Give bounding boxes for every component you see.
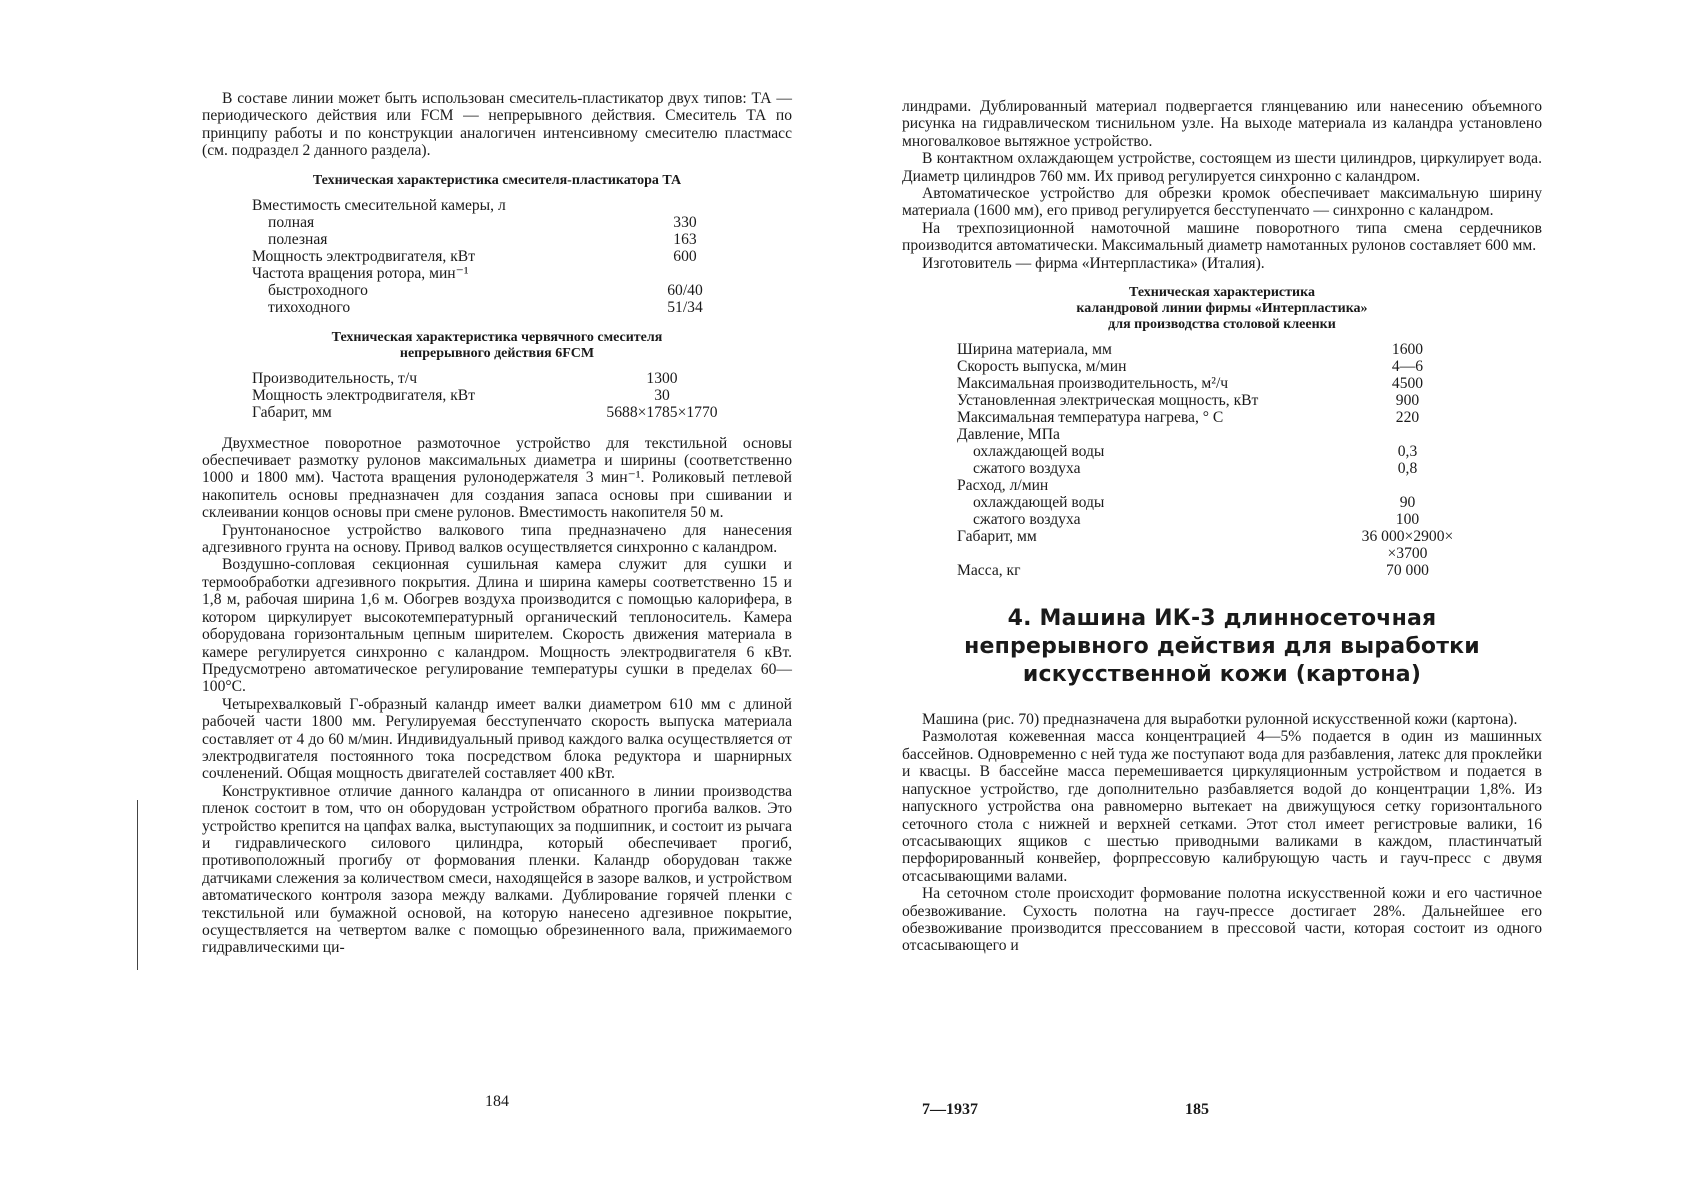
spec-row bbox=[252, 214, 722, 231]
paragraph-primer-unit: Грунтонаносное устройство валкового типа предназначено для нанесения адгезивного грунта на основу. Привод валков осуществляется синхронно с каландром. bbox=[202, 521, 792, 557]
spec-label: Мощность электродвигателя, кВт bbox=[252, 247, 476, 265]
spec-value bbox=[1313, 426, 1502, 443]
spec-row bbox=[957, 443, 1502, 460]
spec-row bbox=[252, 299, 722, 316]
spec-row bbox=[957, 409, 1502, 426]
spec-value: 330 bbox=[673, 213, 697, 231]
left-page-text-column bbox=[202, 90, 792, 957]
spec-value: 36 000×2900× bbox=[1361, 528, 1454, 546]
spec-value bbox=[648, 265, 722, 282]
spec2-title bbox=[202, 330, 792, 362]
spec-label: охлаждающей воды bbox=[973, 443, 1105, 461]
spec-value: 900 bbox=[1395, 392, 1420, 410]
spec-label: Скорость выпуска, м/мин bbox=[957, 358, 1127, 376]
spec-value: 4—6 bbox=[1391, 358, 1424, 376]
spec-row bbox=[957, 511, 1502, 528]
spec2-title-line2: непрерывного действия 6FCM bbox=[399, 345, 595, 361]
spec-row bbox=[252, 370, 752, 387]
spec-label: сжатого воздуха bbox=[973, 460, 1081, 478]
spec-value: 1600 bbox=[1391, 341, 1424, 359]
spec-row bbox=[252, 197, 722, 214]
paragraph-unwinder: Двухместное поворотное размоточное устройство для текстильной основы обеспечивает размотку рулонов максимальных диаметра и ширины (соответственно 1000 и 1800 мм). Частота вращения рулонодержателя 3 мин⁻¹. Роликовый петлевой накопитель основы предназначен для создания запаса основы при сшивании и склеивании концов основы при смене рулонов. Вместимость накопителя 50 м. bbox=[202, 434, 792, 522]
paragraph-calender-design: Конструктивное отличие данного каландра от описанного в линии производства пленок состоит в том, что он оборудован устройством обратного прогиба валков. Это устройство крепится на цапфах валка, выступающих за подшипник, и состоит из рычага и гидравлического силового цилиндра, который обеспечивает прогиб, противоположный прогибу от формования пленки. Каландр оборудован также датчиками слежения за количеством смеси, находящейся в зазоре валков, и устройством автоматического контроля зазора между валками. Дублирование горячей пленки с текстильной или бумажной основой, на которую нанесено адгезивное покрытие, осуществляется на четвертом валке с помощью обрезиненного вала, прижимаемого гидравлическими ци- bbox=[202, 782, 792, 957]
right-page bbox=[842, 0, 1684, 1191]
spec-value bbox=[1313, 477, 1502, 494]
spec-label: Масса, кг bbox=[957, 562, 1021, 580]
spec3-table bbox=[957, 341, 1502, 579]
spec-value: 220 bbox=[1395, 409, 1420, 427]
spec-row bbox=[957, 477, 1502, 494]
spec-row bbox=[957, 426, 1502, 443]
spec-label: Расход, л/мин bbox=[957, 477, 1049, 495]
paragraph-cooling-unit: В контактном охлаждающем устройстве, состоящем из шести цилиндров, циркулирует вода. Диаметр цилиндров 760 мм. Их привод регулируется синхронно с каландром. bbox=[902, 150, 1542, 185]
spec-label bbox=[957, 545, 1313, 562]
spec-value: 5688×1785×1770 bbox=[606, 403, 718, 421]
spec-row bbox=[957, 392, 1502, 409]
paragraph-machine-purpose: Машина (рис. 70) предназначена для выработки рулонной искусственной кожи (картона). bbox=[922, 711, 1518, 729]
spec-value: ×3700 bbox=[1387, 545, 1428, 563]
right-page-number: 185 bbox=[1185, 1101, 1209, 1118]
spec-row bbox=[252, 231, 722, 248]
spec-value: 60/40 bbox=[667, 281, 703, 299]
spec-label: Мощность электродвигателя, кВт bbox=[252, 386, 476, 404]
spec-row bbox=[252, 282, 722, 299]
section-heading-line3: искусственной кожи (картона) bbox=[1022, 662, 1422, 688]
paragraph-edge-trimmer: Автоматическое устройство для обрезки кромок обеспечивает максимальную ширину материала (1600 мм), его привод регулируется бесступенчато — синхронно с каландром. bbox=[902, 185, 1542, 220]
section-heading bbox=[902, 605, 1542, 689]
paragraph-mass-preparation: Размолотая кожевенная масса концентрацией 4—5% подается в один из машинных бассейнов. Одновременно с ней туда же поступают вода для разбавления, латекс для проклейки и квасцы. В бассейне масса перемешивается циркуляционным устройством и подается в напускное устройство, где дополнительно разбавляется водой до концентрации 1,8%. Из напускного устройства она равномерно вытекает на движущуюся сетку горизонтального сеточного стола с нижней и верхней сетками. Этот стол имеет регистровые валики, 16 отсасывающих ящиков с шестью приводными валиками в каждом, пластинчатый перфорированный конвейер, форпрессовую калибрующую часть и гауч-пресс с двумя отсасывающими валами. bbox=[902, 728, 1542, 885]
paragraph-winder: На трехпозиционной намоточной машине поворотного типа смена сердечников производится автоматически. Максимальный диаметр намотанных рулонов составляет 600 мм. bbox=[902, 219, 1542, 255]
spec-row bbox=[957, 341, 1502, 358]
spec-label: Установленная электрическая мощность, кВт bbox=[957, 392, 1259, 410]
spec3-title bbox=[902, 285, 1542, 333]
left-margin-rule bbox=[137, 800, 138, 970]
spec-label: тихоходного bbox=[268, 298, 351, 316]
spec-row bbox=[252, 404, 752, 421]
paragraph-continuation: линдрами. Дублированный материал подвергается глянцеванию или нанесению объемного рисунка на гидравлическом тиснильном узле. На выходе материала из каландра установлено многовалковое вытяжное устройство. bbox=[902, 98, 1542, 150]
intro-paragraph: В составе линии может быть использован смеситель-пластикатор двух типов: ТА — периодического действия или FCM — непрерывного действия. Смеситель ТА по принципу работы и по конструкции аналогичен интенсивному смесителю пластмасс (см. подраздел 2 данного раздела). bbox=[202, 90, 792, 160]
spec3-title-line2: каландровой линии фирмы «Интерпластика» bbox=[1076, 301, 1368, 317]
section-heading-line1: 4. Машина ИК-3 длинносеточная bbox=[1007, 606, 1437, 632]
spec-value: 100 bbox=[1395, 511, 1420, 529]
spec-label: полная bbox=[268, 213, 315, 231]
spec-value: 1300 bbox=[646, 369, 678, 387]
spec-value: 70 000 bbox=[1386, 562, 1429, 580]
signature-mark: 7—1937 bbox=[922, 1101, 978, 1118]
spec3-title-line1: Техническая характеристика bbox=[1129, 285, 1315, 301]
spec-value: 4500 bbox=[1391, 375, 1424, 393]
spec-label: Максимальная производительность, м²/ч bbox=[957, 375, 1229, 393]
paragraph-drying-chamber: Воздушно-сопловая секционная сушильная камера служит для сушки и термообработки адгезивного покрытия. Длина и ширина камеры соответственно 15 и 1,8 м, рабочая ширина 1,6 м. Обогрев воздуха производится с помощью калорифера, в котором циркулирует высокотемпературный органический теплоноситель. Камера оборудована горизонтальным цепным ширителем. Скорость движения материала в камере регулируется синхронно с каландром. Мощность электродвигателя 6 кВт. Предусмотрено автоматическое регулирование температуры сушки в пределах 60—100°С. bbox=[202, 556, 792, 696]
spec-label: охлаждающей воды bbox=[973, 494, 1105, 512]
spec-label: Ширина материала, мм bbox=[957, 341, 1112, 359]
spec-row bbox=[252, 387, 752, 404]
spec-row bbox=[957, 375, 1502, 392]
spec-label: Производительность, т/ч bbox=[252, 369, 418, 387]
spec-value: 90 bbox=[1399, 494, 1416, 512]
spec2-title-line1: Техническая характеристика червячного смесителя bbox=[331, 329, 663, 345]
spec-value: 0,8 bbox=[1397, 460, 1418, 478]
spec-row bbox=[957, 528, 1502, 545]
spec-row bbox=[957, 358, 1502, 375]
right-page-text-column bbox=[902, 98, 1542, 955]
spec-value: 600 bbox=[673, 247, 697, 265]
spec-label: сжатого воздуха bbox=[973, 511, 1081, 529]
spec-label: Габарит, мм bbox=[957, 528, 1037, 546]
spec-row bbox=[252, 265, 722, 282]
paragraph-calender: Четырехвалковый Г-образный каландр имеет валки диаметром 610 мм с длиной рабочей части 1800 мм. Регулируемая бесступенчато скорость выпуска материала составляет от 4 до 60 м/мин. Индивидуальный привод каждого валка осуществляется от электродвигателя постоянного тока посредством блока редуктора и шарнирных сочленений. Общая мощность двигателей составляет 400 кВт. bbox=[202, 695, 792, 783]
paragraph-forming: На сеточном столе происходит формование полотна искусственной кожи и его частичное обезвоживание. Сухость полотна на гауч-прессе достигает 28%. Дальнейшее его обезвоживание производится прессованием в прессовой части, которая состоит из одного отсасывающего и bbox=[902, 885, 1542, 955]
spec-label: Вместимость смесительной камеры, л bbox=[252, 196, 506, 214]
spec-label: Частота вращения ротора, мин⁻¹ bbox=[252, 264, 469, 282]
spec-label: Максимальная температура нагрева, ° С bbox=[957, 409, 1224, 427]
spec-value bbox=[648, 197, 722, 214]
paragraph-manufacturer: Изготовитель — фирма «Интерпластика» (Италия). bbox=[922, 254, 1265, 272]
spec1-title: Техническая характеристика смесителя-пластикатора ТА bbox=[312, 172, 682, 188]
spec-label: Габарит, мм bbox=[252, 403, 332, 421]
spec-row bbox=[957, 545, 1502, 562]
spec-label: Давление, МПа bbox=[957, 426, 1060, 444]
spec-row bbox=[957, 562, 1502, 579]
spec-row bbox=[957, 460, 1502, 477]
spec-value: 0,3 bbox=[1397, 443, 1418, 461]
spec-row bbox=[957, 494, 1502, 511]
spec-value: 51/34 bbox=[667, 298, 703, 316]
section-heading-line2: непрерывного действия для выработки bbox=[964, 634, 1480, 660]
spec-value: 163 bbox=[673, 230, 697, 248]
spec-label: полезная bbox=[268, 230, 328, 248]
spec3-title-line3: для производства столовой клеенки bbox=[1108, 317, 1336, 333]
spec-value: 30 bbox=[654, 386, 670, 404]
spec-row bbox=[252, 248, 722, 265]
spec1-table bbox=[252, 197, 722, 316]
left-page-number: 184 bbox=[485, 1093, 509, 1110]
spec-label: быстроходного bbox=[268, 281, 368, 299]
spec2-table bbox=[252, 370, 752, 421]
